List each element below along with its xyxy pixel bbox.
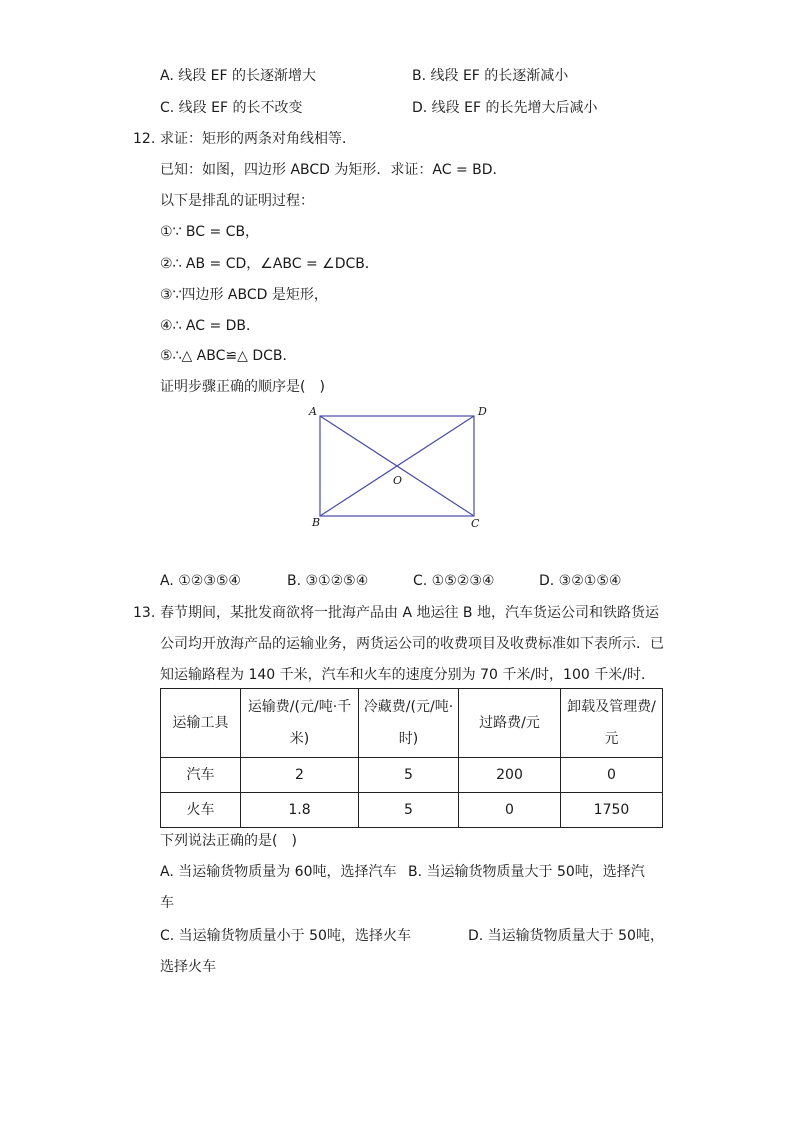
q13-option-c: C. 当运输货物质量小于 50吨，选择火车 — [160, 928, 411, 944]
q13-option-b-wrap: 车 — [160, 895, 174, 911]
table-header-cell: 过路费/元 — [459, 689, 561, 758]
table-header-cell: 运输费/(元/吨·千米) — [241, 689, 359, 758]
label-a: A — [309, 405, 317, 418]
q13-stem-line-3: 知运输路程为 140 千米，汽车和火车的速度分别为 70 千米/时，100 千米/时． — [160, 667, 655, 683]
q11-option-d: D. 线段 EF 的长先增大后减小 — [412, 100, 598, 116]
q13-number: 13. — [133, 605, 156, 621]
label-d: D — [478, 405, 487, 418]
table-cell: 0 — [561, 758, 663, 793]
table-header-cell: 冷藏费/(元/吨·时) — [359, 689, 459, 758]
q12-step-5: ⑤∴△ ABC≌△ DCB． — [160, 348, 297, 364]
table-cell: 5 — [359, 793, 459, 828]
q13-option-b: B. 当运输货物质量大于 50吨，选择汽 — [408, 864, 645, 880]
q12-option-c: C. ①⑤②③④ — [413, 573, 495, 589]
q12-option-a: A. ①②③⑤④ — [160, 573, 241, 589]
fee-table — [160, 688, 663, 828]
table-cell: 2 — [241, 758, 359, 793]
q12-given: 已知：如图，四边形 ABCD 为矩形．求证：AC = BD． — [160, 162, 507, 178]
q12-question: 证明步骤正确的顺序是( ) — [160, 379, 325, 395]
q13-option-a: A. 当运输货物质量为 60吨，选择汽车 — [160, 864, 397, 880]
table-cell: 0 — [459, 793, 561, 828]
q12-step-2: ②∴ AB = CD，∠ABC = ∠DCB． — [160, 256, 379, 272]
q13-question: 下列说法正确的是( ) — [160, 833, 297, 849]
label-o: O — [393, 474, 403, 487]
table-cell: 1.8 — [241, 793, 359, 828]
q12-intro: 以下是排乱的证明过程： — [160, 193, 314, 209]
q12-option-d: D. ③②①⑤④ — [539, 573, 622, 589]
q11-option-c: C. 线段 EF 的长不改变 — [160, 100, 303, 116]
table-header-row — [161, 689, 663, 758]
label-c: C — [471, 517, 480, 530]
table-cell: 汽车 — [161, 758, 241, 793]
q11-option-b: B. 线段 EF 的长逐渐减小 — [412, 68, 569, 84]
q13-option-d: D. 当运输货物质量大于 50吨， — [468, 928, 664, 944]
table-header-cell: 运输工具 — [161, 689, 241, 758]
q12-stem: 求证：矩形的两条对角线相等． — [160, 131, 356, 147]
q12-step-1: ①∵ BC = CB， — [160, 224, 260, 240]
q12-step-3: ③∵四边形 ABCD 是矩形， — [160, 287, 328, 303]
q12-option-b: B. ③①②⑤④ — [287, 573, 369, 589]
table-cell: 5 — [359, 758, 459, 793]
rectangle-diagram — [300, 400, 500, 535]
q13-stem-line-2: 公司均开放海产品的运输业务，两货运公司的收费项目及收费标准如下表所示．已 — [160, 636, 664, 652]
q12-step-4: ④∴ AC = DB． — [160, 318, 261, 334]
q12-number: 12. — [133, 131, 156, 147]
table-row — [161, 758, 663, 793]
q11-option-a: A. 线段 EF 的长逐渐增大 — [160, 68, 317, 84]
label-b: B — [312, 516, 321, 529]
table-cell: 1750 — [561, 793, 663, 828]
q13-option-d-wrap: 选择火车 — [160, 959, 216, 975]
q13-stem-line-1: 春节期间，某批发商欲将一批海产品由 A 地运往 B 地，汽车货运公司和铁路货运 — [160, 605, 659, 621]
table-cell: 火车 — [161, 793, 241, 828]
table-cell: 200 — [459, 758, 561, 793]
table-header-cell: 卸载及管理费/元 — [561, 689, 663, 758]
table-row — [161, 793, 663, 828]
